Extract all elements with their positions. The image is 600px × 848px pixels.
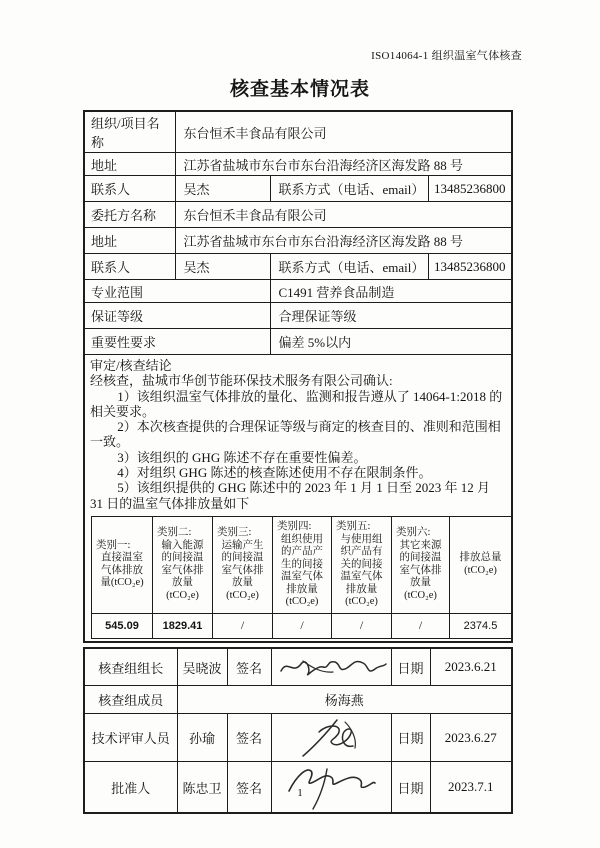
org-contact-label: 联系人 <box>84 176 175 202</box>
emissions-value-cat4: / <box>273 613 332 638</box>
reviewer-sign-label: 签名 <box>227 714 271 762</box>
approver-date-label: 日期 <box>391 762 430 814</box>
lead-date: 2023.6.21 <box>430 648 512 686</box>
emissions-value-cat2: 1829.41 <box>153 613 213 638</box>
org-address-value: 江苏省盐城市东台市东台沿海经济区海发路 88 号 <box>175 153 512 176</box>
reviewer-signature-image <box>293 716 369 760</box>
client-name-value: 东台恒禾丰食品有限公司 <box>175 202 512 228</box>
conclusion-cell <box>84 355 512 642</box>
form-body <box>83 110 511 814</box>
materiality-value: 偏差 5%以内 <box>270 329 512 355</box>
emissions-header-cat3: 类别三: 运输产生的间接温室气体排放量 (tCO₂e) <box>213 516 273 613</box>
conclusion-intro: 经核查，盐城市华创节能环保技术服务有限公司确认: <box>90 373 393 389</box>
client-contact-label: 联系人 <box>84 254 175 280</box>
lead-signature-image <box>275 653 391 681</box>
reviewer-role-label: 技术评审人员 <box>84 714 177 762</box>
client-address-value: 江苏省盐城市东台市东台沿海经济区海发路 88 号 <box>175 228 512 254</box>
member-role-label: 核查组成员 <box>84 686 177 714</box>
client-name-label: 委托方名称 <box>84 202 175 228</box>
member-name: 杨海燕 <box>177 686 512 714</box>
assurance-value: 合理保证等级 <box>270 303 512 329</box>
client-contact-method-label: 联系方式（电话、email） <box>270 254 428 280</box>
emissions-value-cat3: / <box>213 613 273 638</box>
emissions-header-total: 排放总量 (tCO₂e) <box>450 516 512 613</box>
scope-value: C1491 营养食品制造 <box>270 280 512 303</box>
emissions-header-cat6: 类别六: 其它来源的间接温室气体排放量 (tCO₂e) <box>392 516 450 613</box>
info-table <box>83 110 513 643</box>
lead-name: 吴晓波 <box>177 648 227 686</box>
emissions-header-cat5: 类别五: 与使用组织产品有关的间接温室气体排放量 (tCO₂e) <box>332 516 392 613</box>
approver-sign-label: 签名 <box>227 762 271 814</box>
emissions-table <box>91 516 512 639</box>
emissions-header-cat1: 类别一: 直接温室气体排放量(tCO₂e) <box>92 516 153 613</box>
lead-date-label: 日期 <box>391 648 430 686</box>
lead-sign-label: 签名 <box>227 648 271 686</box>
emissions-value-cat1: 545.09 <box>92 613 153 638</box>
org-contact-name: 吴杰 <box>175 176 270 202</box>
page-title: 核查基本情况表 <box>229 79 370 100</box>
scope-label: 专业范围 <box>84 280 270 303</box>
conclusion-item-2: 2）本次核查提供的合理保证等级与商定的核查目的、准则和范围相一致。 <box>90 419 501 450</box>
client-contact-phone: 13485236800 <box>428 254 512 280</box>
emissions-value-total: 2374.5 <box>450 613 512 638</box>
lead-role-label: 核查组组长 <box>84 648 177 686</box>
materiality-label: 重要性要求 <box>84 329 270 355</box>
assurance-label: 保证等级 <box>84 303 270 329</box>
conclusion-item-4: 4）对组织 GHG 陈述的核查陈述使用不存在限制条件。 <box>117 465 432 481</box>
conclusion-item-1: 1）该组织温室气体排放的量化、监测和报告遵从了 14064-1:2018 的相关要求。 <box>90 388 503 419</box>
org-contact-method-label: 联系方式（电话、email） <box>270 176 428 202</box>
org-address-label: 地址 <box>84 153 175 176</box>
conclusion-heading: 审定/核查结论 <box>90 358 172 373</box>
org-name-label: 组织/项目名称 <box>84 111 175 153</box>
conclusion-item-5: 5）该组织提供的 GHG 陈述中的 2023 年 1 月 1 日至 2023 年 12 月 31 日的温室气体排放量如下 <box>90 480 490 511</box>
approver-role-label: 批准人 <box>84 762 177 814</box>
emissions-header-cat4: 类别四: 组织使用的产品产生的间接温室气体排放量 (tCO₂e) <box>273 516 332 613</box>
reviewer-date: 2023.6.27 <box>430 714 512 762</box>
org-contact-phone: 13485236800 <box>428 176 512 202</box>
client-address-label: 地址 <box>84 228 175 254</box>
approver-name: 陈忠卫 <box>177 762 227 814</box>
approver-date: 2023.7.1 <box>430 762 512 814</box>
client-contact-name: 吴杰 <box>175 254 270 280</box>
org-name-value: 东台恒禾丰食品有限公司 <box>175 111 512 153</box>
conclusion-item-3: 3）该组织的 GHG 陈述不存在重要性偏差。 <box>117 449 367 465</box>
lead-signature-cell <box>271 648 391 686</box>
page-number: 1 <box>297 787 303 799</box>
emissions-value-cat6: / <box>392 613 450 638</box>
reviewer-signature-cell <box>271 714 391 762</box>
emissions-value-cat5: / <box>332 613 392 638</box>
header-note: ISO14064-1 组织温室气体核查 <box>371 50 522 62</box>
reviewer-name: 孙瑜 <box>177 714 227 762</box>
reviewer-date-label: 日期 <box>391 714 430 762</box>
emissions-header-cat2: 类别二: 输入能源的间接温室气体排放量 (tCO₂e) <box>153 516 213 613</box>
